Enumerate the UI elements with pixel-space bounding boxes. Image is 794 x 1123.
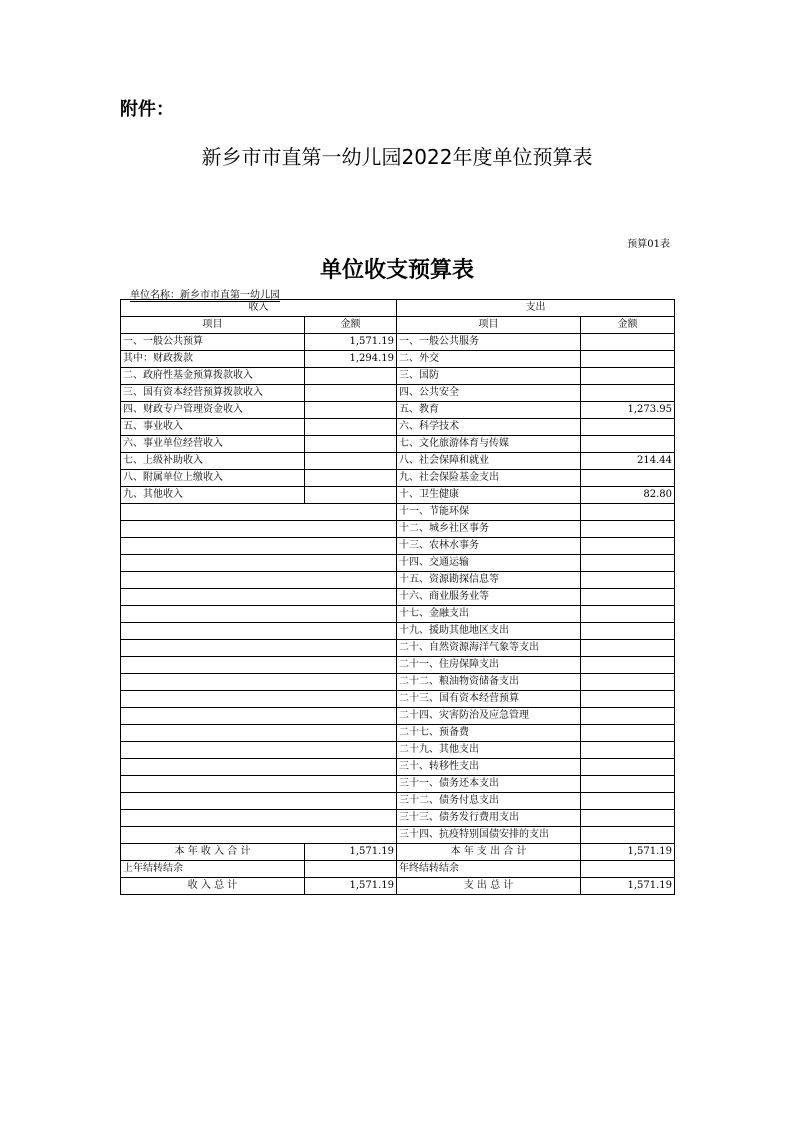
table-row (121, 555, 675, 572)
expense-amount (581, 810, 675, 827)
expense-amount (581, 725, 675, 742)
budget-table-body (121, 300, 675, 895)
expense-item: 十一、节能环保 (397, 504, 581, 521)
table-row (121, 742, 675, 759)
table-row (121, 572, 675, 589)
expense-amount (581, 470, 675, 487)
budget-table (120, 299, 675, 895)
expense-item: 十、卫生健康 (397, 487, 581, 504)
income-amount (305, 402, 397, 419)
income-item: 一、一般公共预算 (121, 334, 305, 351)
income-total-label: 本 年 收 入 合 计 (121, 844, 305, 861)
income-blank-cell (121, 640, 397, 657)
income-item: 六、事业单位经营收入 (121, 436, 305, 453)
expense-item-header: 项目 (397, 317, 581, 334)
table-row (121, 419, 675, 436)
income-blank-cell (121, 623, 397, 640)
table-row (121, 657, 675, 674)
income-amount (305, 470, 397, 487)
expense-item: 二十一、住房保障支出 (397, 657, 581, 674)
expense-amount: 214.44 (581, 453, 675, 470)
income-item-header: 项目 (121, 317, 305, 334)
year-total-row (121, 844, 675, 861)
expense-amount (581, 572, 675, 589)
income-amount (305, 419, 397, 436)
income-blank-cell (121, 810, 397, 827)
income-blank-cell (121, 657, 397, 674)
income-amount-header: 金额 (305, 317, 397, 334)
income-blank-cell (121, 725, 397, 742)
expense-amount (581, 606, 675, 623)
expense-amount (581, 827, 675, 844)
table-row (121, 351, 675, 368)
expense-item: 二十四、灾害防治及应急管理 (397, 708, 581, 725)
unit-name: 单位名称：新乡市市直第一幼儿园 (130, 290, 280, 301)
table-row (121, 606, 675, 623)
income-blank-cell (121, 759, 397, 776)
table-row (121, 708, 675, 725)
income-total-amount: 1,571.19 (305, 878, 397, 895)
expense-item: 十二、城乡社区事务 (397, 521, 581, 538)
expense-amount (581, 674, 675, 691)
income-blank-cell (121, 572, 397, 589)
income-item: 二、政府性基金预算拨款收入 (121, 368, 305, 385)
expense-amount (581, 334, 675, 351)
expense-item: 三十、转移性支出 (397, 759, 581, 776)
table-row (121, 827, 675, 844)
expense-amount (581, 538, 675, 555)
expense-item: 十三、农林水事务 (397, 538, 581, 555)
income-amount: 1,571.19 (305, 334, 397, 351)
expense-item: 三、国防 (397, 368, 581, 385)
expense-amount (581, 640, 675, 657)
income-amount (305, 385, 397, 402)
expense-amount (581, 657, 675, 674)
income-item: 八、附属单位上缴收入 (121, 470, 305, 487)
table-row (121, 334, 675, 351)
expense-amount (581, 623, 675, 640)
table-row (121, 402, 675, 419)
table-row (121, 470, 675, 487)
income-blank-cell (121, 742, 397, 759)
expense-item: 六、科学技术 (397, 419, 581, 436)
table-row (121, 521, 675, 538)
income-blank-cell (121, 504, 397, 521)
carryover-row (121, 861, 675, 878)
column-header-row (121, 317, 675, 334)
expense-item: 五、教育 (397, 402, 581, 419)
expense-amount (581, 504, 675, 521)
expense-amount (581, 589, 675, 606)
expense-item: 十九、援助其他地区支出 (397, 623, 581, 640)
income-total-amount (305, 861, 397, 878)
expense-section-header: 支出 (397, 300, 675, 317)
expense-item: 三十四、抗疫特别国债安排的支出 (397, 827, 581, 844)
expense-item: 二十、自然资源海洋气象等支出 (397, 640, 581, 657)
expense-item: 二、外交 (397, 351, 581, 368)
expense-item: 十七、金融支出 (397, 606, 581, 623)
table-row (121, 385, 675, 402)
table-row (121, 623, 675, 640)
expense-item: 十四、交通运输 (397, 555, 581, 572)
expense-amount (581, 759, 675, 776)
expense-amount (581, 419, 675, 436)
income-total-amount: 1,571.19 (305, 844, 397, 861)
grand-total-row (121, 878, 675, 895)
expense-item: 十五、资源勘探信息等 (397, 572, 581, 589)
expense-amount-header: 金额 (581, 317, 675, 334)
expense-item: 二十九、其他支出 (397, 742, 581, 759)
expense-total-label: 年终结转结余 (397, 861, 581, 878)
document-title: 新乡市市直第一幼儿园2022年度单位预算表 (201, 145, 593, 169)
table-row (121, 725, 675, 742)
table-row (121, 640, 675, 657)
income-amount (305, 436, 397, 453)
expense-item: 二十三、国有资本经营预算 (397, 691, 581, 708)
income-blank-cell (121, 776, 397, 793)
income-blank-cell (121, 674, 397, 691)
expense-amount (581, 742, 675, 759)
income-item: 五、事业收入 (121, 419, 305, 436)
expense-amount (581, 691, 675, 708)
income-total-label: 上年结转结余 (121, 861, 305, 878)
annex-label: 附件： (120, 99, 174, 120)
income-total-label: 收 入 总 计 (121, 878, 305, 895)
expense-item: 七、文化旅游体育与传媒 (397, 436, 581, 453)
expense-item: 八、社会保障和就业 (397, 453, 581, 470)
income-item: 四、财政专户管理资金收入 (121, 402, 305, 419)
table-row (121, 538, 675, 555)
income-amount (305, 487, 397, 504)
table-row (121, 436, 675, 453)
expense-total-amount: 1,571.19 (581, 844, 675, 861)
table-row (121, 504, 675, 521)
expense-item: 三十一、债务还本支出 (397, 776, 581, 793)
table-title: 单位收支预算表 (319, 258, 474, 283)
expense-item: 十六、商业服务业等 (397, 589, 581, 606)
income-blank-cell (121, 606, 397, 623)
expense-item: 四、公共安全 (397, 385, 581, 402)
expense-amount (581, 776, 675, 793)
income-blank-cell (121, 708, 397, 725)
expense-amount (581, 555, 675, 572)
expense-amount: 1,273.95 (581, 402, 675, 419)
expense-amount (581, 708, 675, 725)
table-row (121, 776, 675, 793)
expense-total-amount (581, 861, 675, 878)
table-row (121, 810, 675, 827)
table-row (121, 674, 675, 691)
table-row (121, 759, 675, 776)
expense-item: 二十七、预备费 (397, 725, 581, 742)
expense-item: 三十三、债务发行费用支出 (397, 810, 581, 827)
table-row (121, 589, 675, 606)
expense-total-amount: 1,571.19 (581, 878, 675, 895)
income-blank-cell (121, 793, 397, 810)
table-row (121, 453, 675, 470)
expense-amount: 82.80 (581, 487, 675, 504)
income-blank-cell (121, 538, 397, 555)
table-row (121, 793, 675, 810)
expense-amount (581, 368, 675, 385)
expense-total-label: 本 年 支 出 合 计 (397, 844, 581, 861)
income-item: 七、上级补助收入 (121, 453, 305, 470)
expense-item: 二十二、粮油物资储备支出 (397, 674, 581, 691)
table-code: 预算01表 (627, 239, 670, 250)
income-blank-cell (121, 589, 397, 606)
income-amount (305, 368, 397, 385)
income-blank-cell (121, 555, 397, 572)
expense-amount (581, 385, 675, 402)
expense-amount (581, 351, 675, 368)
expense-item: 三十二、债务付息支出 (397, 793, 581, 810)
income-item: 其中：财政拨款 (121, 351, 305, 368)
income-blank-cell (121, 827, 397, 844)
expense-item: 一、一般公共服务 (397, 334, 581, 351)
income-amount: 1,294.19 (305, 351, 397, 368)
income-amount (305, 453, 397, 470)
expense-amount (581, 793, 675, 810)
table-row (121, 368, 675, 385)
section-header-row (121, 300, 675, 317)
table-row (121, 487, 675, 504)
income-section-header: 收入 (121, 300, 397, 317)
table-row (121, 691, 675, 708)
income-item: 九、其他收入 (121, 487, 305, 504)
expense-total-label: 支 出 总 计 (397, 878, 581, 895)
income-blank-cell (121, 691, 397, 708)
expense-amount (581, 521, 675, 538)
expense-item: 九、社会保险基金支出 (397, 470, 581, 487)
income-blank-cell (121, 521, 397, 538)
expense-amount (581, 436, 675, 453)
income-item: 三、国有资本经营预算拨款收入 (121, 385, 305, 402)
